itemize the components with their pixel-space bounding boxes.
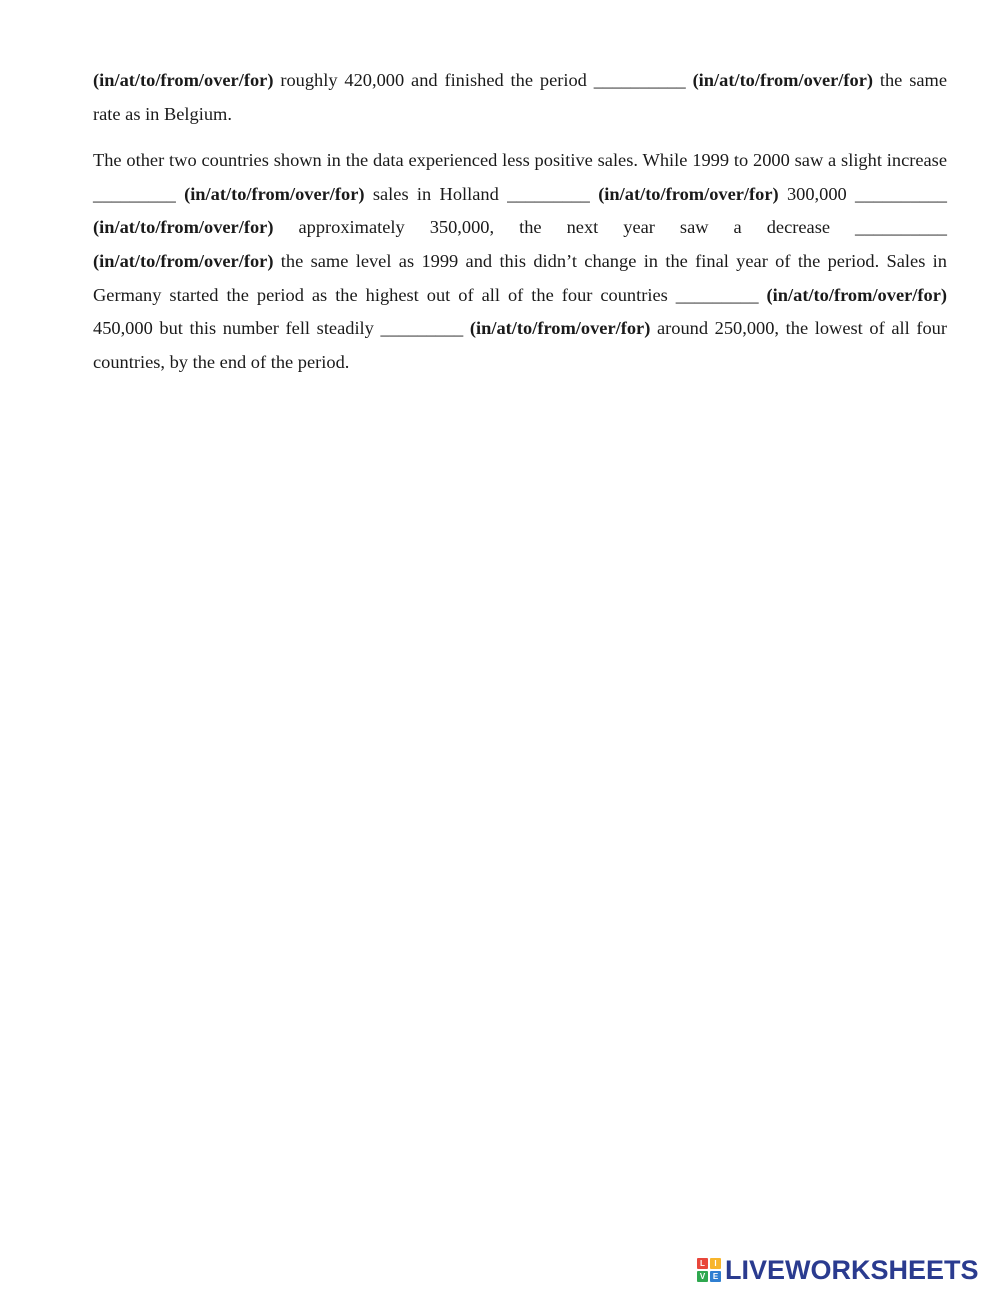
- logo-mark-letter: E: [710, 1271, 721, 1282]
- body-text: The other two countries shown in the data experienced less positive sales. While 1999 to 2000 saw a slight increase _________: [93, 150, 947, 204]
- preposition-options: (in/at/to/from/over/for): [692, 70, 874, 90]
- body-text: 450,000 but this number fell steadily _________: [93, 318, 470, 339]
- body-text: the same level as 1999 and this didn’t change in the final year of the period. Sales in Germany started the period as the highest out of all of the four countries _________: [93, 250, 947, 305]
- body-text: 300,000 __________: [778, 183, 947, 204]
- preposition-options: (in/at/to/from/over/for): [469, 318, 651, 339]
- preposition-options: (in/at/to/from/over/for): [766, 284, 947, 305]
- body-text: roughly 420,000 and finished the period __________: [273, 70, 693, 90]
- logo-mark-letter: L: [697, 1258, 708, 1269]
- liveworksheets-logo-icon: [697, 1258, 721, 1282]
- logo-mark-letter: V: [697, 1271, 708, 1282]
- preposition-options: (in/at/to/from/over/for): [184, 183, 365, 204]
- logo-wordmark: LIVEWORKSHEETS: [725, 1255, 979, 1285]
- logo-mark-letter: I: [710, 1258, 721, 1269]
- paragraph-holland-germany: [93, 144, 947, 379]
- body-text: the same rate as in Belgium.: [93, 70, 947, 124]
- body-text: approximately 350,000, the next year saw a decrease __________: [273, 217, 947, 238]
- worksheet-text: [93, 64, 947, 379]
- preposition-options: (in/at/to/from/over/for): [598, 183, 779, 204]
- paragraph-belgium-end: [93, 64, 947, 131]
- preposition-options: (in/at/to/from/over/for): [93, 217, 274, 238]
- preposition-options: (in/at/to/from/over/for): [93, 70, 274, 90]
- body-text: sales in Holland _________: [364, 183, 599, 204]
- preposition-options: (in/at/to/from/over/for): [93, 250, 274, 271]
- liveworksheets-logo: [697, 1252, 979, 1288]
- body-text: around 250,000, the lowest of all four countries, by the end of the period.: [93, 318, 947, 372]
